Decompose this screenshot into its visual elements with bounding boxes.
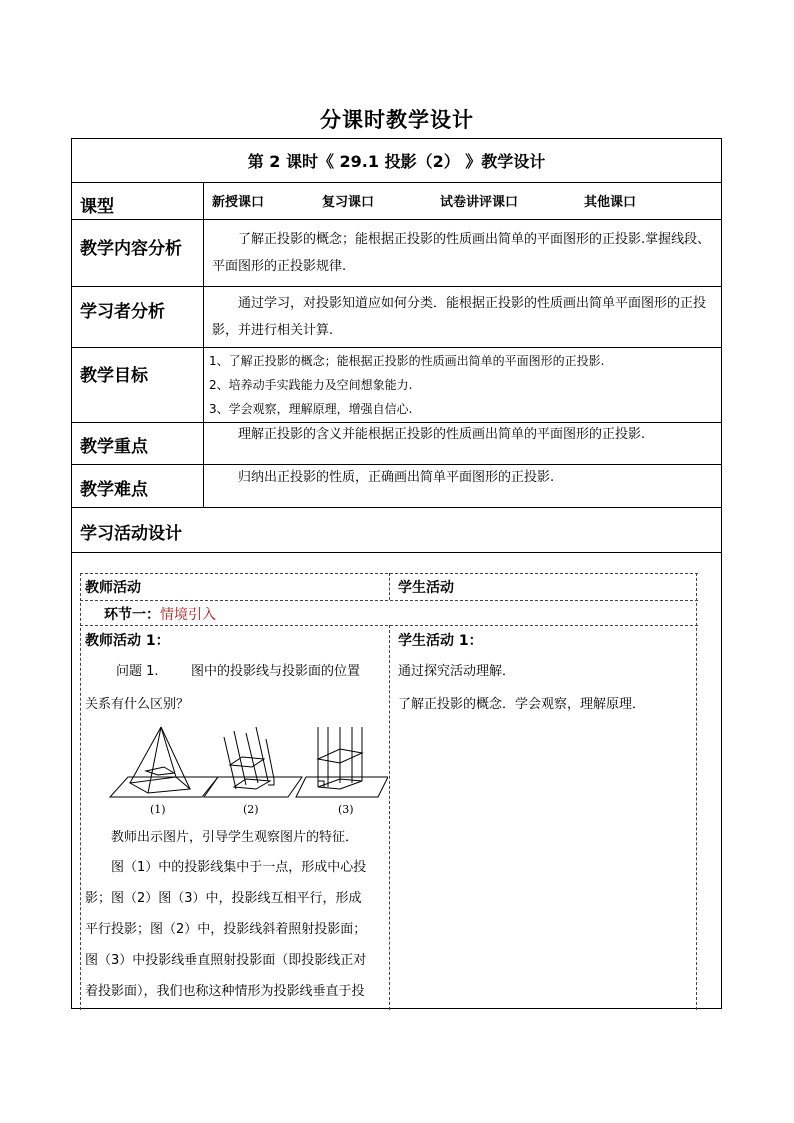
objective-item: 3、学会观察，理解原理，增强自信心. <box>209 402 413 416</box>
question-label: 问题 1. <box>116 664 159 679</box>
learner-analysis-text: 通过学习，对投影知道应如何分类．能根据正投影的性质画出简单平面图形的正投影，并进行相关计算. <box>212 296 707 338</box>
dashed-divider <box>696 573 697 1010</box>
question-text-1: 图中的投影线与投影面的位置 <box>191 664 361 679</box>
teacher-line: 平行投影；图（2）中，投影线斜着照射投影面； <box>85 922 367 937</box>
teacher-line: 着投影面），我们也称这种情形为投影线垂直于投 <box>85 984 365 999</box>
projection-figure <box>106 723 388 815</box>
key-points-text: 理解正投影的含义并能根据正投影的性质画出简单的平面图形的正投影. <box>238 427 646 442</box>
row-divider <box>72 219 721 220</box>
objectives-list <box>209 349 717 421</box>
oblique-projection-diagram <box>204 727 302 797</box>
row-divider <box>72 286 721 287</box>
section-heading <box>104 604 216 624</box>
difficulties-label: 教学难点 <box>80 480 148 500</box>
section-prefix: 环节一： <box>104 607 160 623</box>
teacher-activity-title: 教师活动 1： <box>85 633 170 649</box>
difficulties-text: 归纳出正投影的性质，正确画出简单平面图形的正投影. <box>238 470 555 485</box>
document-title: 分课时教学设计 <box>320 108 474 132</box>
content-analysis-text: 了解正投影的概念；能根据正投影的性质画出简单的平面图形的正投影.掌握线段、平面图形的正投影规律. <box>212 232 711 274</box>
activity-table <box>80 573 698 1010</box>
row-divider <box>72 507 721 508</box>
dashed-divider <box>80 600 698 601</box>
objective-item: 1、了解正投影的概念；能根据正投影的性质画出简单的平面图形的正投影. <box>209 354 605 368</box>
objective-item: 2、培养动手实践能力及空间想象能力. <box>209 378 413 392</box>
row-divider <box>72 552 721 553</box>
row-divider <box>72 347 721 348</box>
option-review-lesson: 复习课口 <box>322 195 375 210</box>
content-analysis-label: 教学内容分析 <box>80 239 182 259</box>
section-name: 情境引入 <box>160 607 216 623</box>
column-divider <box>203 182 204 507</box>
teacher-line: 图（3）中投影线垂直照射投影面（即投影线正对 <box>85 953 367 968</box>
row-divider <box>72 182 721 183</box>
teacher-activity-header: 教师活动 <box>85 580 141 596</box>
orthographic-projection-diagram <box>296 727 388 797</box>
figure-label-3: (3) <box>338 803 354 815</box>
key-points-label: 教学重点 <box>80 437 148 457</box>
student-activity-title: 学生活动 1： <box>398 633 483 649</box>
teacher-line: 教师出示图片，引导学生观察图片的特征． <box>111 830 359 845</box>
question-text-2: 关系有什么区别？ <box>85 697 190 712</box>
central-projection-diagram <box>110 727 218 797</box>
student-activity-header: 学生活动 <box>398 580 454 596</box>
lesson-type-label: 课型 <box>80 197 114 217</box>
lesson-design-table <box>71 138 722 1009</box>
option-other-lesson: 其他课口 <box>584 195 637 210</box>
activity-design-label: 学习活动设计 <box>80 524 182 544</box>
dashed-divider <box>80 573 81 1010</box>
figure-label-1: (1) <box>150 803 166 815</box>
figure-label-2: (2) <box>243 803 259 815</box>
dashed-divider <box>389 625 390 1010</box>
lesson-title: 第 2 课时《 29.1 投影（2） 》教学设计 <box>247 152 546 171</box>
option-test-review-lesson: 试卷讲评课口 <box>440 195 519 210</box>
learner-analysis-label: 学习者分析 <box>80 302 165 322</box>
teacher-line: 影；图（2）图（3）中，投影线互相平行，形成 <box>85 891 362 906</box>
option-new-lesson: 新授课口 <box>212 195 265 210</box>
objectives-label: 教学目标 <box>80 366 148 386</box>
student-line: 了解正投影的概念．学会观察，理解原理． <box>398 697 646 712</box>
dashed-divider <box>389 573 390 600</box>
student-line: 通过探究活动理解． <box>398 664 516 679</box>
teacher-line: 图（1）中的投影线集中于一点，形成中心投 <box>111 860 367 875</box>
